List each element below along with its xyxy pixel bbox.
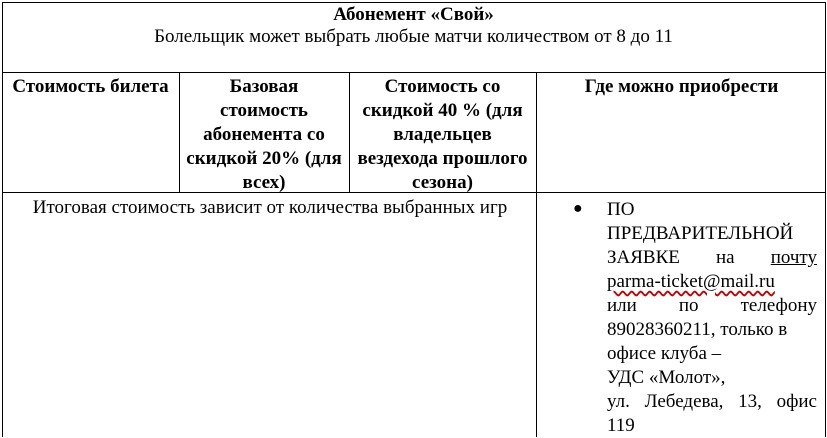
column-header-discount-price: Стоимость со скидкой 40 % (для владельцев вездехода прошлого сезона) [357,76,528,193]
col-divider-2 [349,72,350,192]
table-title: Абонемент «Свой» [333,4,494,25]
purchase-info: ПО ПРЕДВАРИТЕЛЬНОЙ ЗАЯВКЕ на почту parma-ticket@mail.ru или по телефону 89028360211, только в офисе клуба – УДС «Молот», ул. Лебедева, 13, офис 119 [607,199,817,436]
bullet-icon: ● [573,200,583,217]
table-border-left [2,2,3,437]
column-header-where-to-buy: Где можно приобрести [584,76,779,97]
phone-number: 89028360211, только в [607,319,788,340]
title-cell [2,4,825,48]
col-divider-1 [179,72,180,192]
price-note: Итоговая стоимость зависит от количества выбранных игр [32,197,508,218]
email-link[interactable]: parma-ticket@mail.ru [607,271,775,292]
col-divider-3 [536,72,537,437]
column-header-ticket-price: Стоимость билета [12,76,169,97]
column-header-base-price: Базовая стоимость абонемента со скидкой 20% (для всех) [186,76,342,193]
table-subtitle: Болельщик может выбрать любые матчи количеством от 8 до 11 [154,26,673,47]
table-border-right [825,2,826,437]
table-border-title-bottom [2,72,825,73]
table-border-top [2,2,825,3]
